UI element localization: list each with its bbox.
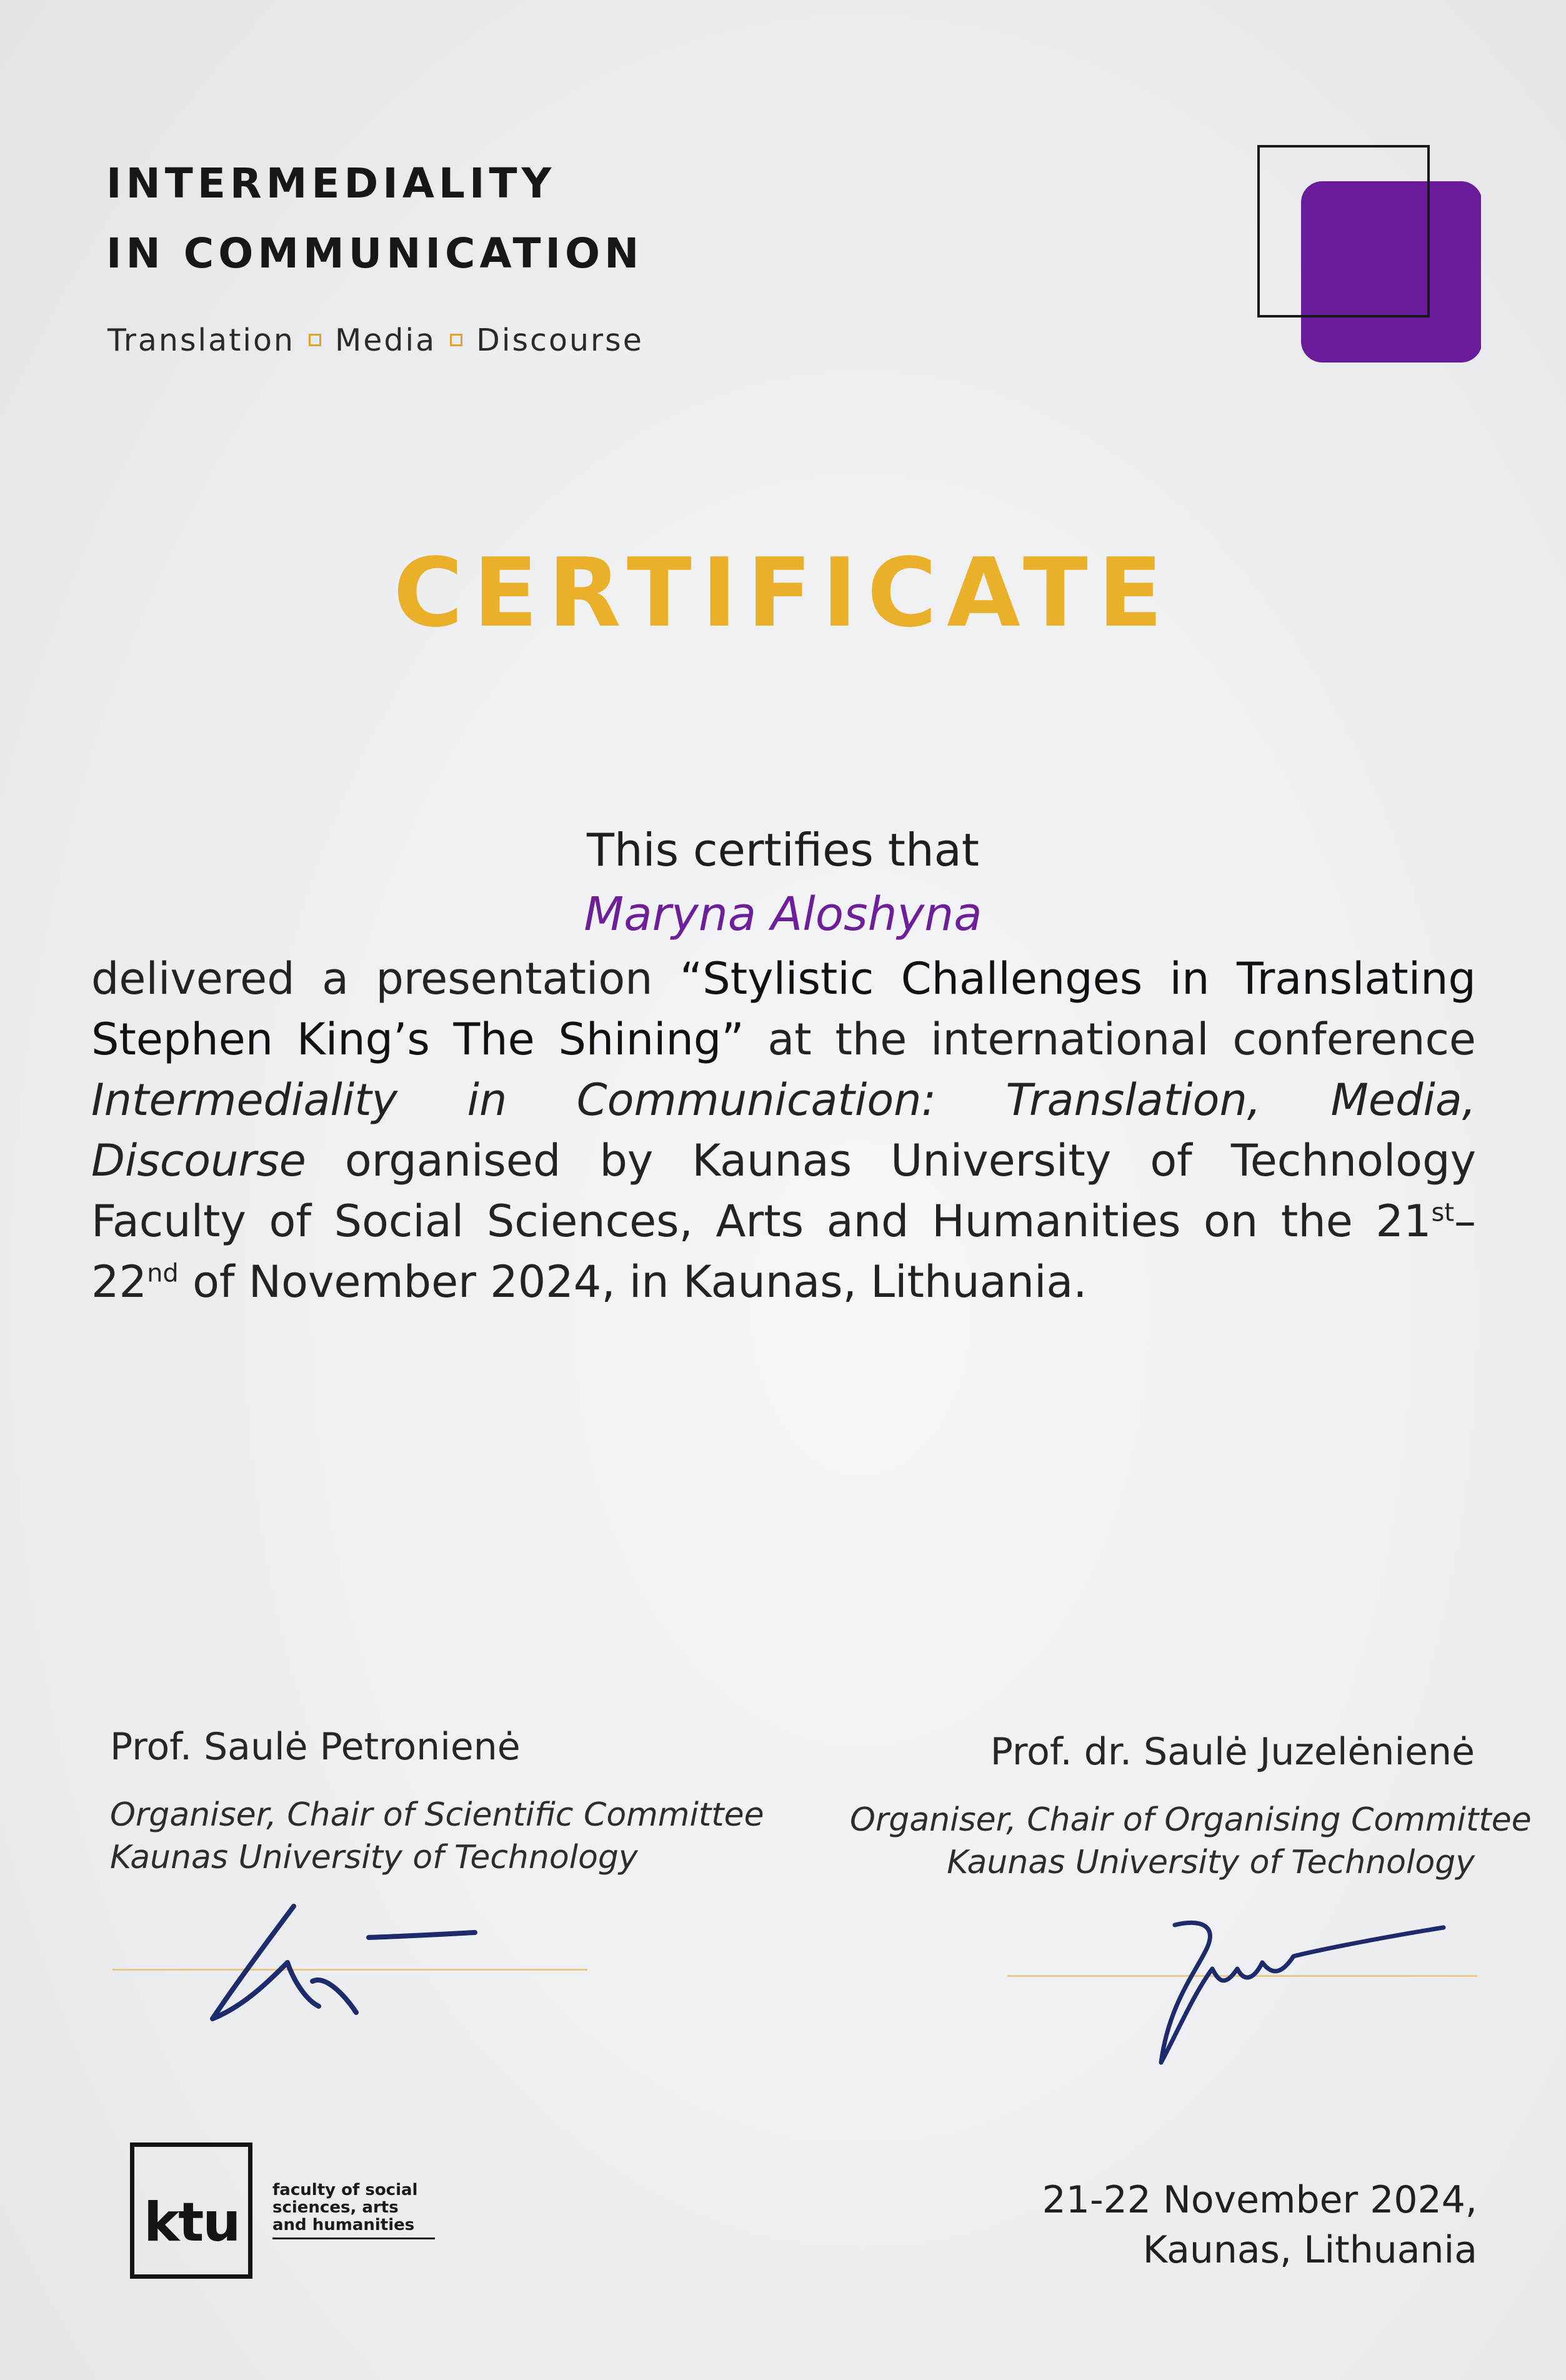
signatory-left [110, 1725, 764, 1879]
ordinal-suffix: st [1431, 1198, 1454, 1228]
subtitle-media: Media [335, 322, 437, 358]
body-text-part: at the international conference [744, 1014, 1476, 1065]
certificate-body [91, 949, 1476, 1312]
conference-subtitle [107, 322, 644, 358]
conference-title [106, 149, 643, 289]
certificate-title: CERTIFICATE [393, 538, 1173, 648]
conference-title-line2: IN COMMUNICATION [106, 229, 644, 278]
event-info [1042, 2175, 1477, 2275]
ordinal-suffix: nd [147, 1259, 179, 1288]
body-text-part: organised by Kaunas University of Technology Faculty of Social Sciences, Arts and Humanities on the 21 [91, 1135, 1476, 1247]
faculty-name-line: and humanities [272, 2216, 415, 2234]
ktu-logo [125, 2142, 450, 2286]
signatory-right [850, 1730, 1532, 1884]
signatory-role [110, 1794, 764, 1879]
signatory-name: Prof. Saulė Petronienė [110, 1725, 521, 1769]
signatory-name: Prof. dr. Saulė Juzelėnienė [990, 1730, 1475, 1774]
signature-left-icon [200, 1888, 494, 2038]
presentation-title: “Stylistic Challenges in Translating Stephen King’s The Shining” [91, 953, 1476, 1065]
signatory-role-line: Organiser, Chair of Organising Committee [850, 1801, 1532, 1839]
body-text-part: –22 [91, 1196, 1476, 1308]
ktu-logo-text: ktu [144, 2191, 240, 2254]
event-dates: 21-22 November 2024, [1042, 2178, 1477, 2222]
certifies-text: This certifies that [587, 824, 979, 876]
signatory-institution: Kaunas University of Technology [110, 1839, 638, 1876]
signatory-role [850, 1799, 1532, 1884]
faculty-name-line: sciences, arts [272, 2198, 399, 2217]
subtitle-translation: Translation [107, 322, 295, 358]
faculty-name [272, 2181, 435, 2239]
signature-right-icon [1131, 1900, 1456, 2081]
faculty-name-line: faculty of social [272, 2181, 418, 2199]
separator-square-icon [450, 334, 462, 346]
conference-title-line1: INTERMEDIALITY [106, 159, 556, 208]
event-location: Kaunas, Lithuania [1142, 2228, 1477, 2272]
separator-square-icon [309, 334, 321, 346]
body-text-part: of November 2024, in Kaunas, Lithuania. [178, 1256, 1087, 1308]
conference-logo-icon [1256, 144, 1481, 369]
signatory-role-line: Organiser, Chair of Scientific Committee [110, 1796, 764, 1834]
recipient-name: Maryna Aloshyna [584, 888, 982, 941]
signatory-institution: Kaunas University of Technology [947, 1844, 1475, 1881]
conference-name: Intermediality in Communication: Translation, Media, Discourse [91, 1074, 1476, 1186]
subtitle-discourse: Discourse [476, 322, 644, 358]
body-text-part: delivered a presentation [91, 953, 680, 1004]
